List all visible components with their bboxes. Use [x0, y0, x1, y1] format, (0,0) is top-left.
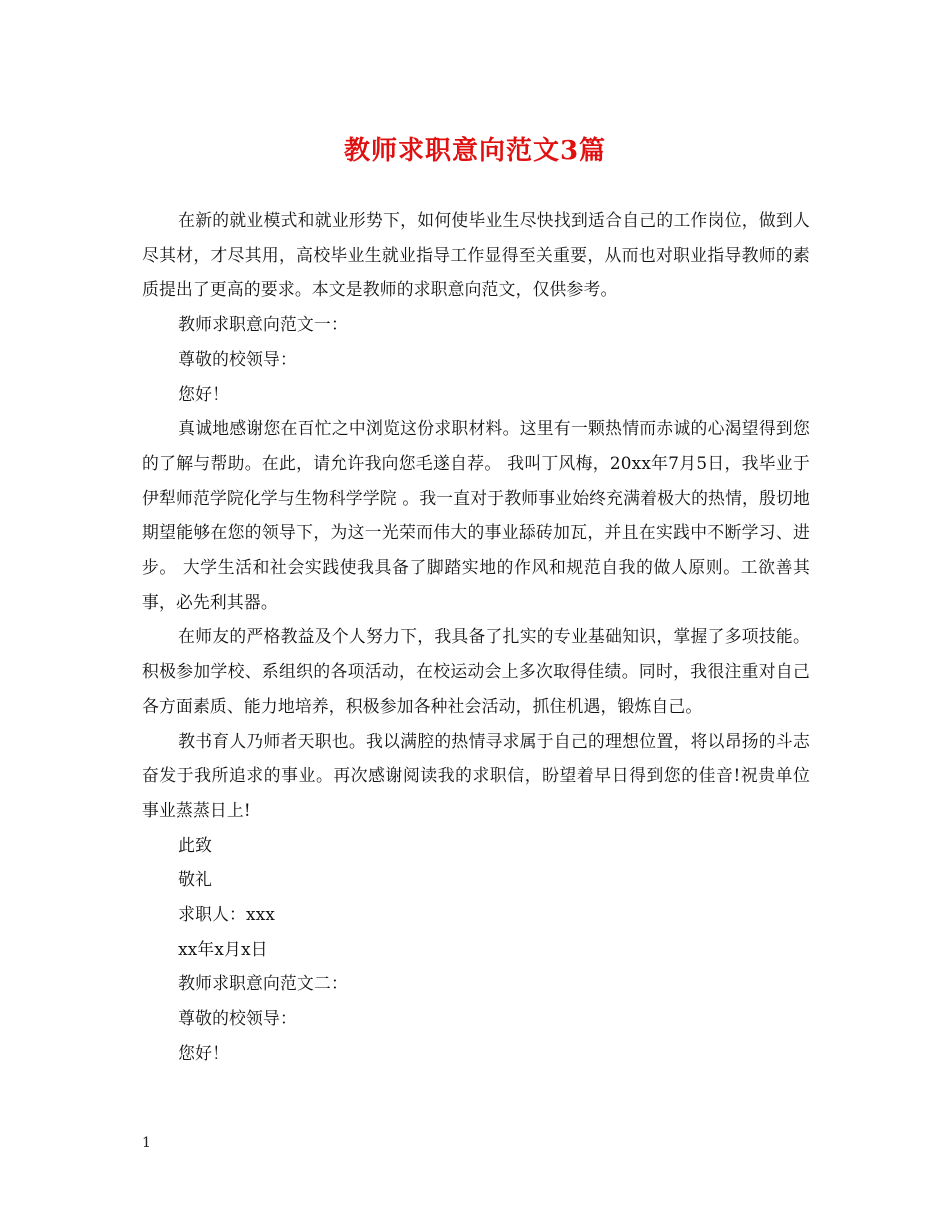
salutation: 尊敬的校领导：	[178, 1008, 297, 1029]
page-number: 1	[142, 1135, 151, 1151]
intro-paragraph: 在新的就业模式和就业形势下，如何使毕业生尽快找到适合自己的工作岗位，做到人尽其材，才尽其用，高校毕业生就业指导工作显得至关重要，从而也对职业指导教师的素质提出了更高的要求。本文是教师的求职意向范文，仅供参考。	[142, 210, 810, 300]
body-paragraph: 教书育人乃师者天职也。我以满腔的热情寻求属于自己的理想位置，将以昂扬的斗志奋发于我所追求的事业。再次感谢阅读我的求职信，盼望着早日得到您的佳音!祝贵单位事业蒸蒸日上!	[142, 730, 810, 820]
body-paragraph: 在师友的严格教益及个人努力下，我具备了扎实的专业基础知识，掌握了多项技能。积极参加学校、系组织的各项活动，在校运动会上多次取得佳绩。同时，我很注重对自己各方面素质、能力地培养，积极参加各种社会活动，抓住机遇，锻炼自己。	[142, 626, 810, 716]
document-title: 教师求职意向范文3篇	[343, 136, 607, 166]
closing-line: 敬礼	[178, 869, 213, 890]
document-body	[142, 203, 810, 1071]
closing-line: 此致	[178, 834, 213, 855]
signature-line: 求职人：xxx	[178, 904, 276, 925]
greeting: 您好！	[178, 1042, 230, 1063]
date-line: xx年x月x日	[178, 938, 268, 959]
section-heading-one: 教师求职意向范文一：	[178, 314, 348, 335]
greeting: 您好！	[178, 383, 230, 404]
salutation: 尊敬的校领导：	[178, 348, 297, 369]
body-paragraph: 真诚地感谢您在百忙之中浏览这份求职材料。这里有一颗热情而赤诚的心渴望得到您的了解与帮助。在此，请允许我向您毛遂自荐。 我叫丁风梅，20xx年7月5日，我毕业于伊犁师范学院化学与生物科学学院 。我一直对于教师事业始终充满着极大的热情，殷切地期望能够在您的领导下，为这一光荣而伟大的事业舔砖加瓦，并且在实践中不断学习、进步。 大学生活和社会实践使我具备了脚踏实地的作风和规范自我的做人原则。工欲善其事，必先利其器。	[142, 418, 810, 612]
section-heading-two: 教师求职意向范文二：	[178, 973, 348, 994]
